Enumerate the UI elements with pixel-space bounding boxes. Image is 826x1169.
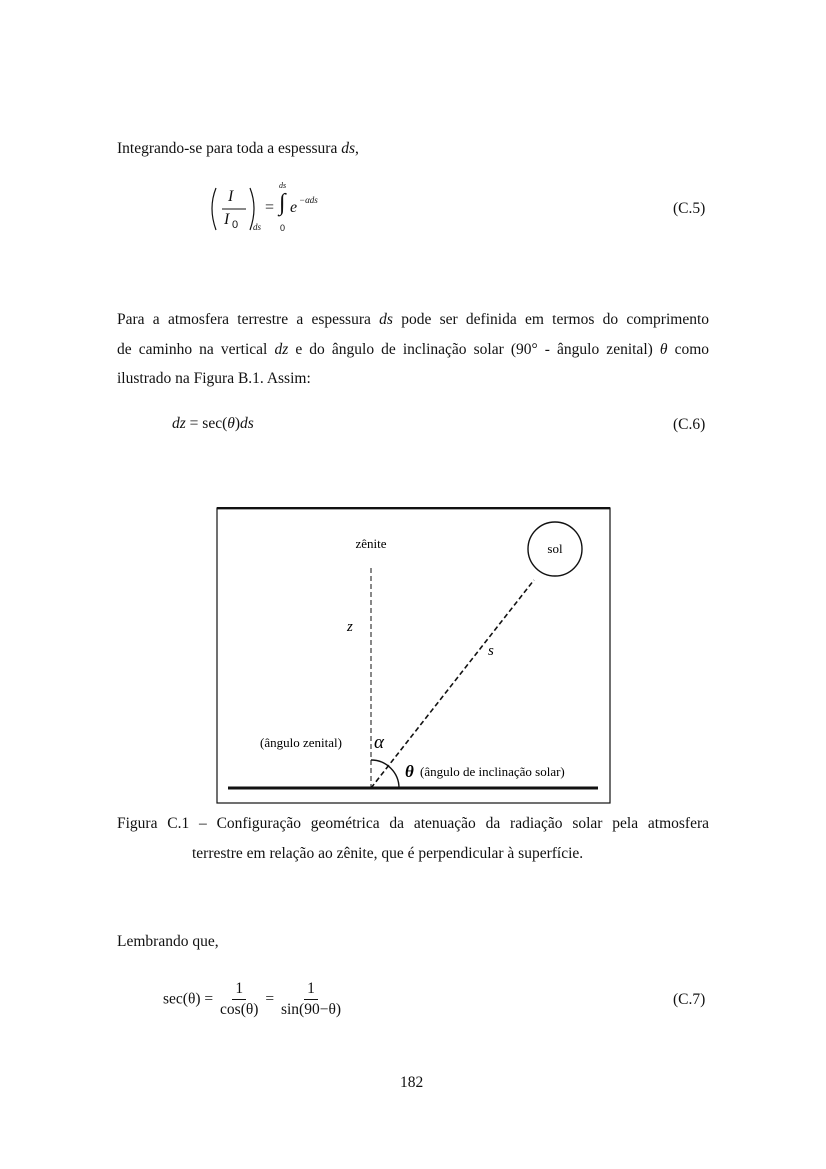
text-segment: pode ser definida em termos do comprimento: [401, 311, 710, 328]
equals-sign: =: [265, 199, 275, 216]
denominator-subscript: 0: [232, 219, 239, 231]
variable-ds: ds: [341, 140, 356, 157]
denominator-i: I: [224, 211, 230, 228]
exponent: −αds: [299, 195, 318, 205]
paragraph-line-2: [117, 341, 709, 359]
equals-sign: =: [189, 415, 199, 432]
figure-caption-line-2: terrestre em relação ao zênite, que é perpendicular à superfície.: [192, 845, 584, 862]
integral-sign: ∫: [279, 190, 286, 216]
alpha-symbol: α: [374, 732, 384, 753]
fraction-denominator: cos(θ): [220, 1001, 259, 1018]
page-number: 182: [400, 1074, 424, 1091]
text-segment: de caminho na vertical: [117, 341, 268, 358]
fraction-1-over-cos: [217, 980, 261, 1019]
exponential-base: e: [290, 199, 298, 216]
inclination-label: (ângulo de inclinação solar): [420, 764, 565, 779]
figure-diagram: [216, 507, 611, 804]
comma: ,: [355, 140, 359, 157]
variable-ds: ds: [379, 311, 393, 328]
left-paren: [212, 188, 216, 230]
equals-sign: =: [204, 990, 214, 1008]
variable-dz: dz: [274, 341, 289, 358]
lhs-sec-theta: sec(θ): [163, 990, 201, 1008]
equation-number-c7: (C.7): [673, 991, 706, 1008]
sun-label: sol: [547, 541, 563, 556]
numerator-i: I: [228, 188, 234, 205]
text-segment: e do ângulo de inclinação solar (90° - ângulo zenital): [295, 341, 653, 358]
integral-upper-limit: ds: [279, 181, 287, 190]
paragraph-text: Integrando-se para toda a espessura: [117, 140, 338, 157]
z-label: z: [347, 619, 353, 635]
zenith-angle-label: (ângulo zenital): [260, 735, 342, 750]
paragraph-line-3: ilustrado na Figura B.1. Assim:: [117, 370, 311, 387]
fraction-1-over-sin: [278, 980, 344, 1019]
close-paren: ): [234, 415, 241, 432]
outer-subscript: ds: [253, 222, 262, 232]
text-segment: como: [674, 341, 710, 358]
variable-theta: θ: [659, 341, 668, 358]
theta-symbol: θ: [405, 762, 414, 781]
lhs-dz: dz: [172, 415, 186, 432]
fraction-denominator: sin(90−θ): [280, 1001, 342, 1018]
s-label: s: [488, 643, 494, 659]
equation-number-c6: (C.6): [673, 416, 706, 433]
integral-lower-limit: 0: [280, 223, 286, 233]
figure-c1: [216, 507, 611, 804]
paragraph-lembrando: Lembrando que,: [117, 933, 219, 950]
equation-c6: [172, 416, 254, 431]
equation-c7: [163, 980, 344, 1019]
equals-sign: =: [265, 990, 275, 1008]
ds: ds: [240, 415, 254, 432]
fraction-numerator: 1: [232, 980, 246, 1000]
theta: θ: [227, 415, 235, 432]
zenith-label: zênite: [355, 536, 387, 551]
sec-function: sec(: [202, 415, 228, 432]
figure-caption-line-1: Figura C.1 – Configuração geométrica da atenuação da radiação solar pela atmosfera: [117, 815, 709, 832]
equation-c5: [206, 181, 346, 236]
paragraph-line-1: [117, 311, 709, 329]
paragraph-integrando: [117, 141, 359, 156]
fraction-numerator: 1: [304, 980, 318, 1000]
text-segment: Para a atmosfera terrestre a espessura: [117, 311, 371, 328]
equation-number-c5: (C.5): [673, 200, 706, 217]
